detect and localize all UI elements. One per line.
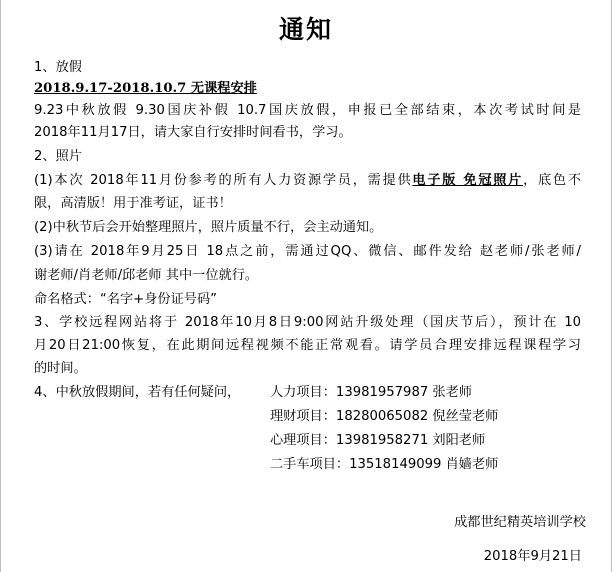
photo-text-line-3: (2)中秋节后会开始整理照片，照片质量不行，会主动通知。 — [34, 220, 383, 235]
contact-used-car: 二手车项目：13518149099 肖嫱老师 — [270, 457, 499, 472]
holiday-dates: 2018.9.17-2018.10.7 无课程安排 — [34, 81, 257, 96]
website-text-line-3: 的时间。 — [34, 361, 87, 376]
section-1-heading: 1、放假 — [34, 60, 82, 75]
holiday-text-line-1: 9.23中秋放假 9.30国庆补假 10.7国庆放假，申报已全部结束，本次考试时间是 — [34, 103, 581, 118]
contact-psychology: 心理项目：13981958271 刘阳老师 — [270, 433, 486, 448]
school-name: 成都世纪精英培训学校 — [454, 515, 586, 530]
contact-lead: 4、中秋放假期间，若有任何疑问， — [34, 385, 241, 400]
page-border-left — [0, 0, 1, 572]
contact-hr: 人力项目：13981957987 张老师 — [270, 385, 472, 400]
notice-date: 2018年9月21日 — [483, 549, 582, 564]
photo-requirement: 电子版 免冠照片 — [412, 173, 524, 188]
holiday-text-line-2: 2018年11月17日，请大家自行安排时间看书，学习。 — [34, 125, 352, 140]
photo-text-line-1 — [34, 172, 581, 190]
photo-text-line-2: 限，高清版！用于准考证，证书！ — [34, 196, 232, 211]
photo-text-line-5: 谢老师/肖老师/邱老师 其中一位就行。 — [34, 268, 259, 283]
photo-text-a: (1)本次 2018年11月份参考的所有人力资源学员，需提供 — [34, 173, 413, 188]
naming-format: 命名格式：“名字+身份证号码” — [34, 292, 217, 307]
notice-title: 通知 — [278, 15, 333, 44]
photo-text-line-4: (3)请在 2018年9月25日 18点之前，需通过QQ、微信、邮件发给 赵老师/张老师/ — [34, 244, 581, 259]
website-text-line-2: 月20日21:00恢复，在此期间远程视频不能正常观看。请学员合理安排远程课程学习 — [34, 338, 581, 353]
photo-text-c: ，底色不 — [523, 173, 582, 188]
contact-finance: 理财项目：18280065082 倪丝莹老师 — [270, 409, 499, 424]
section-2-heading: 2、照片 — [34, 149, 82, 164]
website-text-line-1: 3、学校远程网站将于 2018年10月8日9:00网站升级处理（国庆节后），预计在 10 — [34, 315, 581, 330]
